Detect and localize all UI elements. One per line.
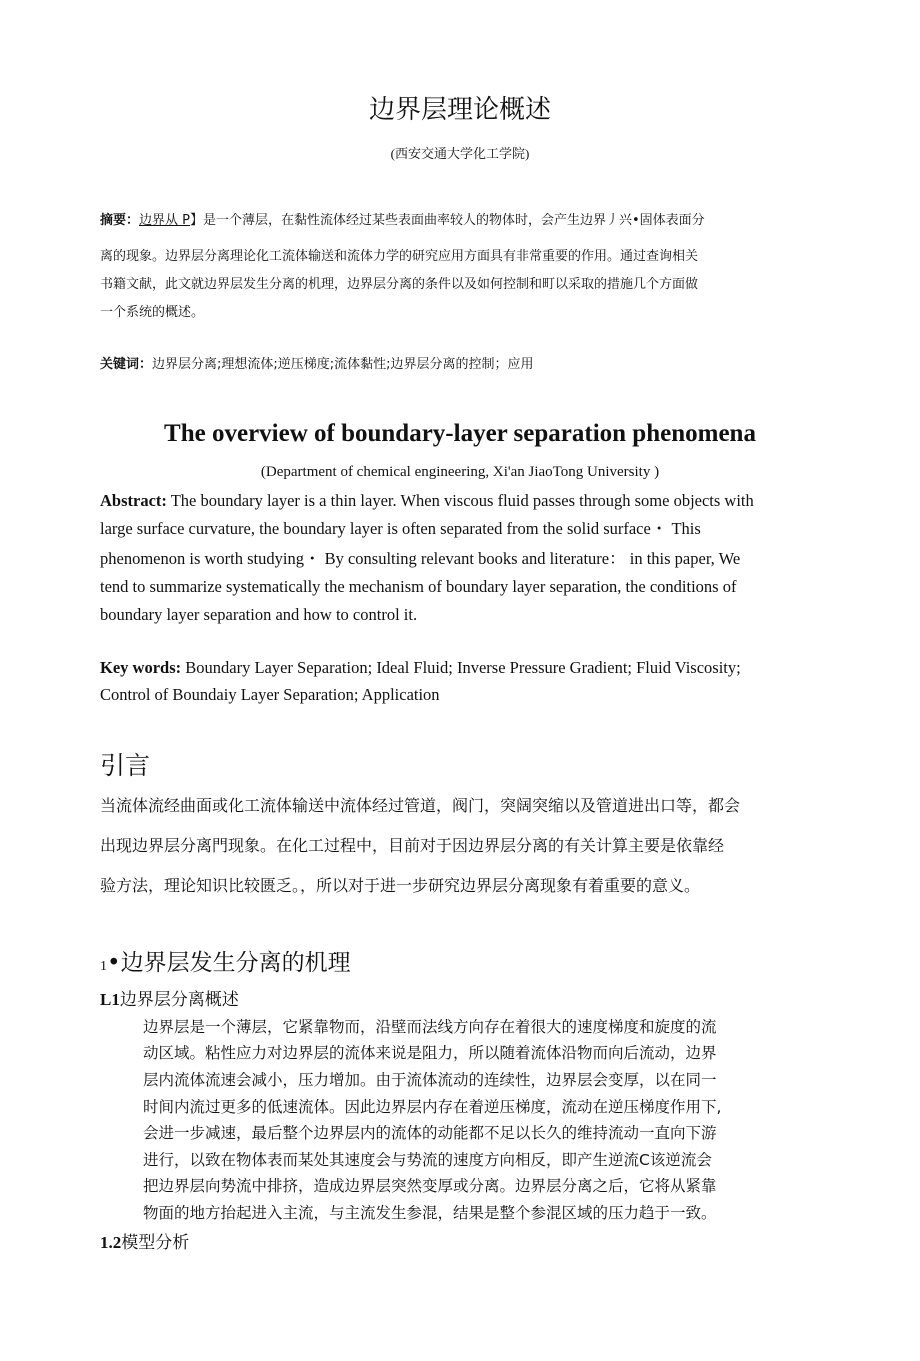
body-line: 时间内流过更多的低速流体。因此边界层内存在着逆压梯度，流动在逆压梯度作用下, — [143, 1098, 722, 1116]
affiliation-en: (Department of chemical engineering, Xi'an JiaoTong University ) — [260, 464, 660, 480]
abstract-en-text: The boundary layer is a thin layer. When viscous fluid passes through some objects with — [166, 491, 754, 510]
intro-heading: 引言 — [100, 751, 151, 780]
abstract-en-line: large surface curvature, the boundary layer is often separated from the solid surface・ This — [100, 519, 701, 538]
body-line: 边界层是一个薄层，它紧靠物而，沿壁而法线方向存在着很大的速度梯度和旋度的流 — [143, 1018, 717, 1036]
keywords-en-line: Control of Boundaiy Layer Separation; Application — [100, 685, 440, 704]
abstract-en-line: boundary layer separation and how to control it. — [100, 605, 418, 624]
abstract-zh-line — [100, 214, 705, 227]
subsection-1-2-heading — [100, 1234, 189, 1252]
abstract-en-line — [100, 493, 754, 510]
section-1-number: 1 — [100, 959, 107, 974]
abstract-en-label: Abstract: — [100, 491, 167, 510]
affiliation-zh: (西安交通大学化工学院) — [390, 146, 530, 161]
abstract-zh-text: 】是一个薄层，在黏性流体经过某些表面曲率较人的物体时，会产生边界丿兴•固体表面分 — [190, 213, 705, 228]
abstract-en-line: tend to summarize systematically the mechanism of boundary layer separation, the conditions of — [100, 577, 737, 596]
abstract-zh-line: 书籍文献，此文就边界层发生分离的机理，边界层分离的条件以及如何控制和町以采取的措施几个方面做 — [100, 277, 699, 292]
body-line: 进行，以致在物体表而某处其速度会与势流的速度方向相反，即产生逆流C该逆流会 — [143, 1151, 712, 1169]
intro-line: 验方法，理论知识比较匮乏。，所以对于进一步研究边界层分离现象有着重要的意义。 — [100, 876, 701, 895]
subsection-1-1-title: 边界层分离概述 — [119, 990, 239, 1010]
keywords-en-label: Key words: — [100, 658, 182, 677]
intro-line: 当流体流经曲面或化工流体输送中流体经过管道，阀门，突阔突缩以及管道进出口等，都会 — [100, 796, 741, 815]
subsection-1-1-number: L1 — [100, 990, 120, 1009]
intro-line: 出现边界层分离門现象。在化工过程中，目前对于因边界层分离的有关计算主要是依靠经 — [100, 836, 725, 855]
english-title: The overview of boundary-layer separation phenomena — [164, 420, 756, 447]
subsection-1-1-heading — [100, 991, 239, 1009]
subsection-1-2-number: 1.2 — [100, 1233, 122, 1252]
keywords-zh-text: 边界层分离;理想流体;逆压梯度;流体黏性;边界层分离的控制；应用 — [152, 357, 534, 372]
page-title: 边界层理论概述 — [368, 95, 551, 125]
subsection-1-2-title: 模型分析 — [121, 1233, 190, 1253]
body-line: 物面的地方抬起进入主流，与主流发生参混，结果是整个参混区域的压力趋于一致。 — [143, 1204, 717, 1222]
body-line: 会进一步减速，最后整个边界层内的流体的动能都不足以长久的维持流动一直向下游 — [143, 1124, 717, 1142]
keywords-en — [100, 660, 741, 677]
abstract-zh-line: 离的现象。边界层分离理论化工流体输送和流体力学的研究应用方面具有非常重要的作用。通过查询相关 — [100, 249, 699, 264]
section-1-title: •边界层发生分离的机理 — [107, 950, 351, 976]
keywords-zh — [100, 358, 534, 371]
section-1-heading — [100, 952, 351, 975]
body-line: 层内流体流速会减小，压力增加。由于流体流动的连续性，边界层会变厚，以在同一 — [143, 1071, 717, 1089]
abstract-zh-line: 一个系统的概述。 — [100, 305, 205, 320]
keywords-en-text: Boundary Layer Separation; Ideal Fluid; Inverse Pressure Gradient; Fluid Viscosity; — [181, 658, 741, 677]
keywords-zh-label: 关键词： — [100, 357, 153, 372]
abstract-zh-underlined: 边界从 P — [139, 213, 190, 228]
abstract-zh-label: 摘要： — [100, 213, 140, 228]
body-line: 动区域。粘性应力对边界层的流体来说是阻力，所以随着流体沿物而向后流动，边界 — [143, 1044, 717, 1062]
body-line: 把边界层向势流中排挤，造成边界层突然变厚或分离。边界层分离之后，它将从紧靠 — [143, 1177, 717, 1195]
abstract-en-line: phenomenon is worth studying・ By consulting relevant books and literature： in this paper, We — [100, 549, 741, 568]
